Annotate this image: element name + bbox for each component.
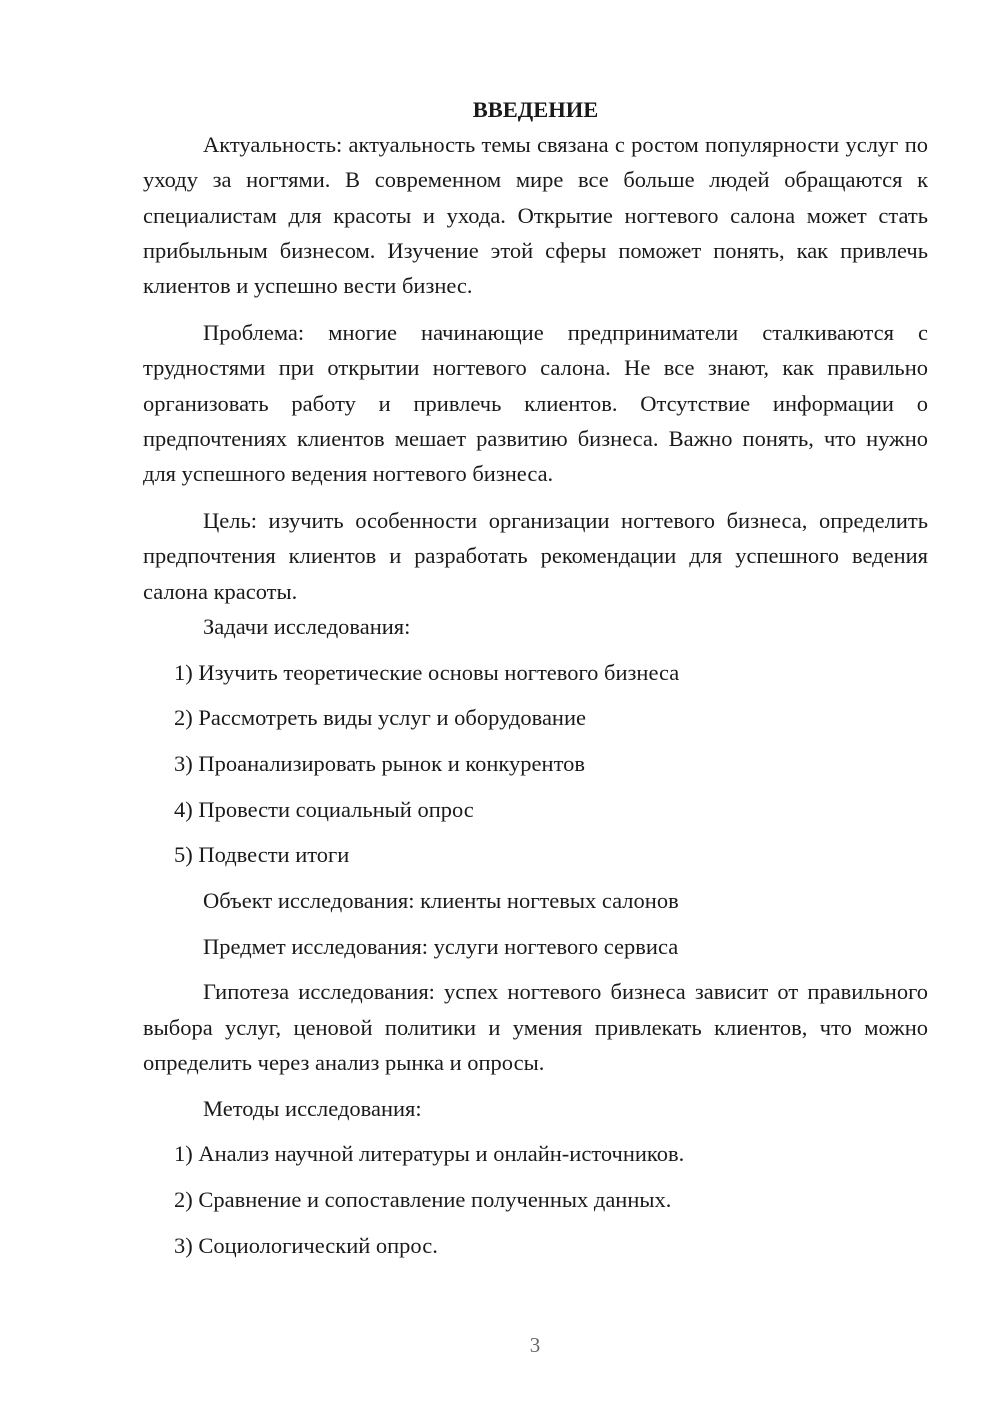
method-item-1: 1) Анализ научной литературы и онлайн-источников.: [174, 1141, 685, 1167]
document-body: [143, 92, 928, 1263]
task-item-5: 5) Подвести итоги: [174, 842, 350, 868]
paragraph-hypothesis: Гипотеза исследования: успех ногтевого бизнеса зависит от правильного выбора услуг, ценовой политики и умения привлекать клиентов, что можно определить через анализ рынка и опросы.: [143, 979, 928, 1075]
task-item-1: 1) Изучить теоретические основы ногтевого бизнеса: [174, 659, 680, 685]
paragraph-problem: Проблема: многие начинающие предприниматели сталкиваются с трудностями при открытии ногтевого салона. Не все знают, как правильно организовать работу и привлечь клиентов. Отсутствие информации о предпочтениях клиентов мешает развитию бизнеса. Важно понять, что нужно для успешного ведения ногтевого бизнеса.: [143, 320, 928, 487]
method-item-3: 3) Социологический опрос.: [174, 1232, 438, 1258]
research-object: Объект исследования: клиенты ногтевых салонов: [203, 888, 679, 914]
task-item-4: 4) Провести социальный опрос: [174, 796, 474, 822]
paragraph-relevance: Актуальность: актуальность темы связана с ростом популярности услуг по уходу за ногтями. В современном мире все больше людей обращаются к специалистам для красоты и ухода. Открытие ногтевого салона может стать прибыльным бизнесом. Изучение этой сферы поможет понять, как привлечь клиентов и успешно вести бизнес.: [143, 132, 928, 299]
page-number: 3: [529, 1333, 541, 1357]
research-subject: Предмет исследования: услуги ногтевого сервиса: [203, 933, 679, 959]
task-item-3: 3) Проанализировать рынок и конкурентов: [174, 750, 585, 776]
page-title: ВВЕДЕНИЕ: [472, 97, 599, 122]
tasks-heading: Задачи исследования:: [203, 613, 411, 639]
methods-heading: Методы исследования:: [203, 1095, 422, 1121]
task-item-2: 2) Рассмотреть виды услуг и оборудование: [174, 705, 586, 731]
paragraph-goal: Цель: изучить особенности организации ногтевого бизнеса, определить предпочтения клиентов и разработать рекомендации для успешного ведения салона красоты.: [143, 508, 928, 604]
method-item-2: 2) Сравнение и сопоставление полученных данных.: [174, 1186, 672, 1212]
